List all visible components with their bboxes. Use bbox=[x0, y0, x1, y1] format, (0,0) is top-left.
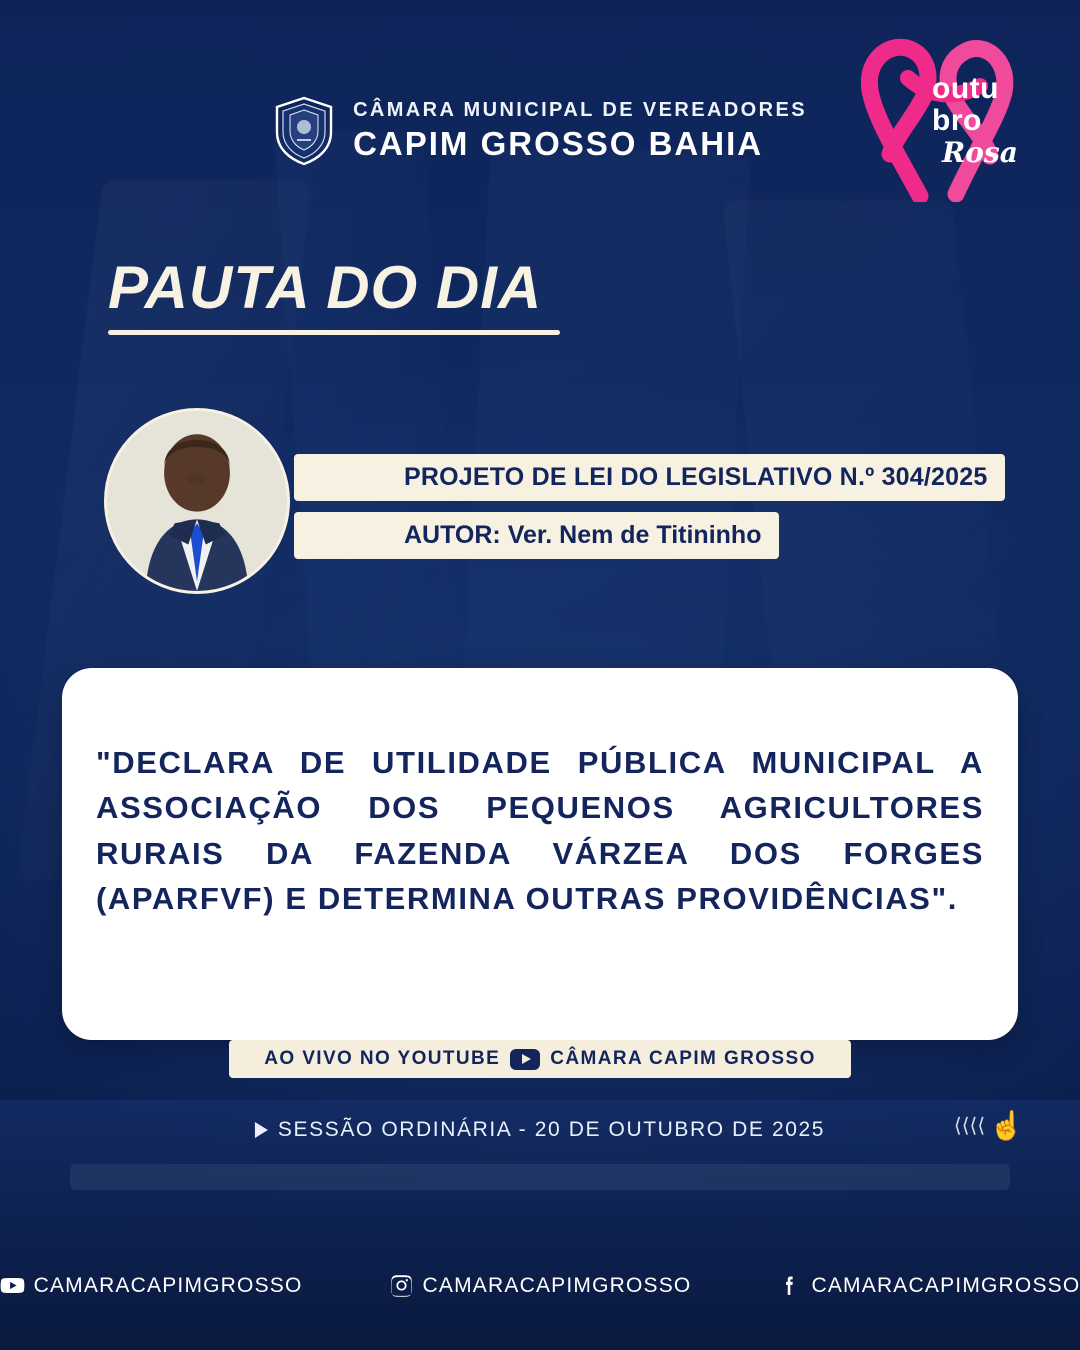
play-icon bbox=[255, 1122, 268, 1138]
svg-text:bro: bro bbox=[932, 104, 982, 137]
bill-summary-text: "DECLARA DE UTILIDADE PÚBLICA MUNICIPAL A ASSOCIAÇÃO DOS PEQUENOS AGRICULTORES RURAIS DA FAZENDA VÁRZEA DOS FORGES (APARFVF) E DETERMINA OUTRAS PROVIDÊNCIAS". bbox=[96, 745, 984, 916]
outubro-rosa-badge bbox=[846, 34, 1046, 202]
author-block bbox=[104, 408, 988, 596]
page-title-group bbox=[108, 254, 560, 335]
social-handle-instagram: CAMARACAPIMGROSSO bbox=[422, 1273, 692, 1297]
header-subtitle: CÂMARA MUNICIPAL DE VEREADORES bbox=[353, 99, 807, 122]
social-item-instagram[interactable] bbox=[389, 1273, 692, 1298]
session-label: SESSÃO ORDINÁRIA - 20 DE OUTUBRO DE 2025 bbox=[277, 1118, 826, 1141]
page-title: PAUTA DO DIA bbox=[108, 254, 543, 321]
social-handle-youtube: CAMARACAPIMGROSSO bbox=[33, 1273, 303, 1297]
live-channel-label: CÂMARA CAPIM GROSSO bbox=[550, 1048, 816, 1069]
session-info bbox=[255, 1118, 825, 1142]
social-handle-facebook: CAMARACAPIMGROSSO bbox=[811, 1273, 1080, 1297]
svg-text:outu: outu bbox=[932, 72, 999, 105]
author-name-badge: AUTOR: Ver. Nem de Titininho bbox=[294, 512, 779, 559]
chevron-left-icon: ⟨⟨⟨⟨ bbox=[953, 1115, 986, 1137]
instagram-icon bbox=[389, 1273, 414, 1298]
title-underline bbox=[108, 330, 560, 335]
footer-social bbox=[0, 1273, 1080, 1298]
facebook-icon bbox=[777, 1273, 802, 1298]
live-prefix-label: AO VIVO NO YOUTUBE bbox=[264, 1048, 501, 1069]
bill-summary-card bbox=[62, 668, 1018, 1040]
live-stream-bar[interactable] bbox=[229, 1040, 851, 1078]
brasao-icon bbox=[273, 96, 335, 166]
social-item-youtube[interactable] bbox=[0, 1273, 303, 1298]
swipe-hint[interactable] bbox=[954, 1112, 1024, 1140]
bill-number-badge: PROJETO DE LEI DO LEGISLATIVO N.º 304/2025 bbox=[294, 454, 1005, 501]
swipe-hand-icon: ☝ bbox=[989, 1110, 1024, 1141]
social-item-facebook[interactable] bbox=[777, 1273, 1080, 1298]
svg-text:Rosa: Rosa bbox=[942, 136, 1018, 169]
header-title: CAPIM GROSSO BAHIA bbox=[353, 124, 764, 162]
background-podium-edge bbox=[70, 1164, 1010, 1190]
youtube-icon bbox=[510, 1049, 540, 1070]
youtube-icon bbox=[0, 1273, 25, 1298]
avatar bbox=[104, 408, 290, 594]
